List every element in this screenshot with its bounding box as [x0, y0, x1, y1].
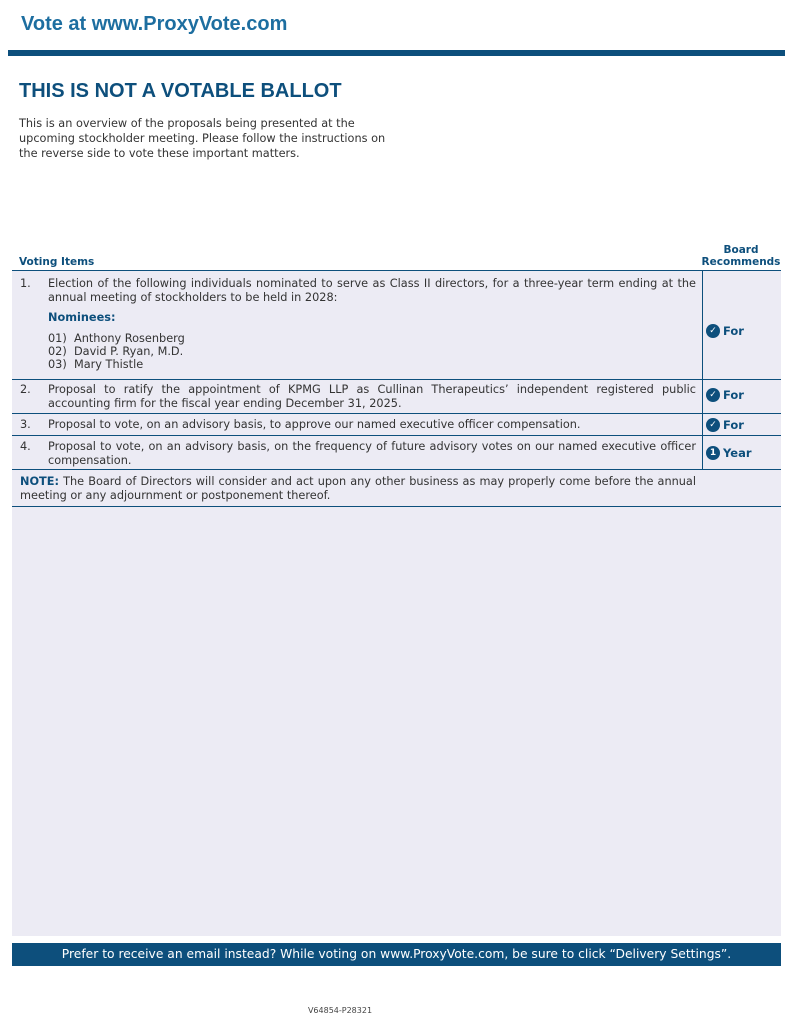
row-divider: [12, 469, 781, 470]
board-recommendation: [706, 446, 752, 460]
nominees-list: [48, 332, 696, 371]
header-title[interactable]: Vote at www.ProxyVote.com: [21, 13, 288, 35]
item-number: 2.: [20, 383, 31, 396]
recommendation-label: For: [723, 388, 744, 402]
column-header-board-recommends: Board Recommends: [701, 244, 781, 268]
item-text: [48, 277, 696, 371]
nominee: 01) Anthony Rosenberg: [48, 331, 185, 345]
item-description: Proposal to ratify the appointment of KPMG LLP as Cullinan Therapeutics’ independent registered public accounting firm for the fiscal year ending December 31, 2025.: [48, 383, 696, 410]
table-bottom-rule: [12, 506, 781, 507]
column-header-voting-items: Voting Items: [19, 256, 95, 268]
board-recommendation: [706, 418, 744, 432]
item-description: Proposal to vote, on an advisory basis, on the frequency of future advisory votes on our named executive officer compensation.: [48, 440, 696, 467]
document-code: V64854-P28321: [307, 1006, 373, 1015]
note-label: NOTE:: [20, 475, 59, 488]
nominees-label: Nominees:: [48, 311, 116, 324]
column-divider: [702, 271, 703, 469]
row-divider: [12, 413, 781, 414]
item-description: Proposal to vote, on an advisory basis, to approve our named executive officer compensation.: [48, 418, 581, 431]
header-rule: [8, 50, 785, 56]
item-description: Election of the following individuals nominated to serve as Class II directors, for a three-year term ending at the annual meeting of stockholders to be held in 2028:: [48, 277, 696, 304]
item-number: 1.: [20, 277, 31, 290]
nominee: 03) Mary Thistle: [48, 357, 144, 371]
recommendation-label: For: [723, 418, 744, 432]
page-title: THIS IS NOT A VOTABLE BALLOT: [19, 80, 342, 102]
check-circle-icon: ✓: [706, 388, 720, 402]
board-recommendation: [706, 388, 744, 402]
recommendation-label: For: [723, 324, 744, 338]
check-circle-icon: ✓: [706, 418, 720, 432]
item-number: 4.: [20, 440, 31, 453]
board-recommendation: [706, 324, 744, 338]
row-divider: [12, 379, 781, 380]
recommendation-label: Year: [723, 446, 752, 460]
number-one-circle-icon: 1: [706, 446, 720, 460]
row-divider: [12, 435, 781, 436]
check-circle-icon: ✓: [706, 324, 720, 338]
footer-banner: Prefer to receive an email instead? While voting on www.ProxyVote.com, be sure to click “Delivery Settings”.: [12, 943, 781, 966]
nominee: 02) David P. Ryan, M.D.: [48, 344, 184, 358]
note-body: The Board of Directors will consider and act upon any other business as may properly come before the annual meeting or any adjournment or postponement thereof.: [20, 475, 696, 502]
item-number: 3.: [20, 418, 31, 431]
note-text: [20, 475, 696, 502]
voting-items-panel: [12, 271, 781, 936]
intro-text: This is an overview of the proposals being presented at the upcoming stockholder meeting. Please follow the instructions on the reverse side to vote these important matters.: [19, 117, 386, 160]
